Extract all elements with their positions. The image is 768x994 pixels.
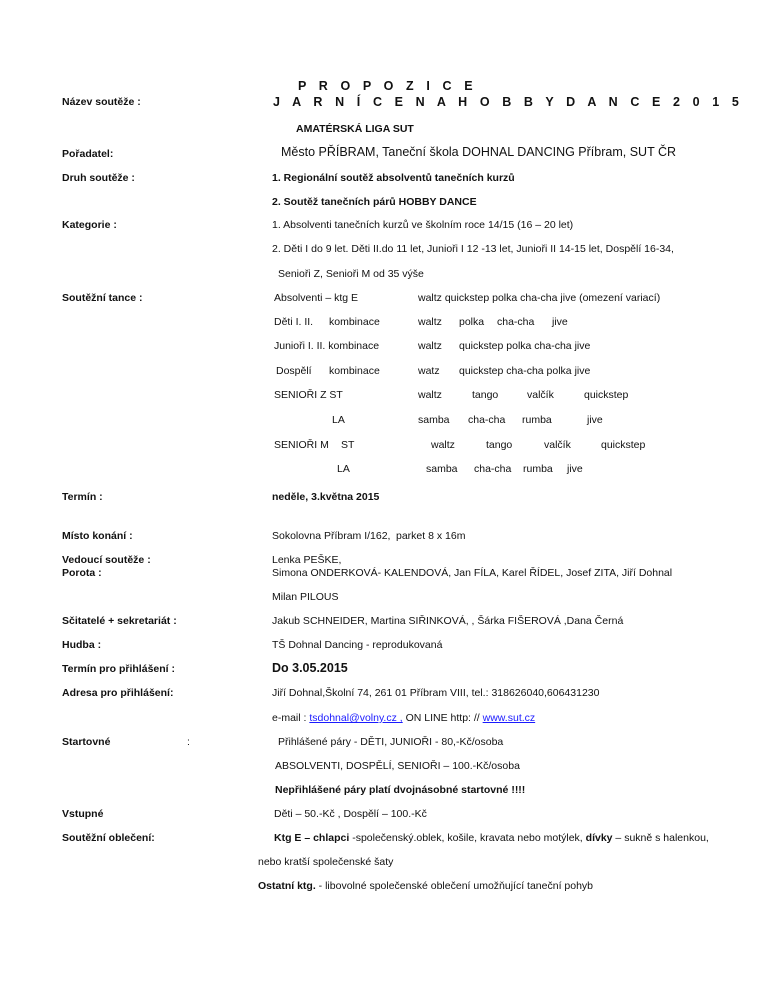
address-value: Jiří Dohnal,Školní 74, 261 01 Příbram VIII, tel.: 318626040,606431230 <box>272 687 600 699</box>
dress-line-2: nebo kratší společenské šaty <box>258 856 394 868</box>
jury-label: Porota : <box>62 567 102 579</box>
dance-row-7-type: ST <box>341 439 355 451</box>
competition-title: J A R N Í C E N A H O B B Y D A N C E 2 0 1 5 <box>273 95 744 109</box>
scorers-value: Jakub SCHNEIDER, Martina SIŘINKOVÁ, , Šárka FIŠEROVÁ ,Dana Černá <box>272 615 624 627</box>
dance-row-4-d1: watz <box>418 365 440 377</box>
jury-value: Simona ONDERKOVÁ- KALENDOVÁ, Jan FÍLA, Karel ŘÍDEL, Josef ZITA, Jiří Dohnal <box>272 567 673 579</box>
dress-line-3 <box>258 880 593 892</box>
dance-row-7-d4: quickstep <box>601 439 646 451</box>
dance-row-2-d2: polka <box>459 316 485 328</box>
dances-label: Soutěžní tance : <box>62 292 143 304</box>
dance-row-2-d4: jive <box>552 316 568 328</box>
dance-row-3-category: Junioři I. II. kombinace <box>274 340 380 352</box>
venue-label: Místo konání : <box>62 530 133 542</box>
music-value: TŠ Dohnal Dancing - reprodukovaná <box>272 639 443 651</box>
entry-label: Vstupné <box>62 808 104 820</box>
dress-other-text: - libovolné společenské oblečení umožňující taneční pohyb <box>315 880 594 892</box>
league-name: AMATÉRSKÁ LIGA SUT <box>296 123 414 135</box>
dance-row-7-d2: tango <box>486 439 513 451</box>
jury-value-2: Milan PILOUS <box>272 591 339 603</box>
category-line-2: 2. Děti I do 9 let. Děti II.do 11 let, Junioři I 12 -13 let, Junioři II 14-15 let, Dospělí 16-34, <box>272 243 674 255</box>
dance-row-2-category: Děti I. II. <box>274 316 314 328</box>
dance-row-6-d3: rumba <box>522 414 552 426</box>
dress-label: Soutěžní oblečení: <box>62 832 155 844</box>
dance-row-4-type: kombinace <box>329 365 380 377</box>
dance-row-1-dances: waltz quickstep polka cha-cha jive (omezení variací) <box>418 292 661 304</box>
dress-other-categories: Ostatní ktg. <box>258 880 316 892</box>
venue-value: Sokolovna Příbram I/162, <box>272 530 391 542</box>
date-label: Termín : <box>62 491 103 503</box>
date-value: neděle, 3.května 2015 <box>272 491 380 503</box>
website-link[interactable]: www.sut.cz <box>482 712 536 724</box>
dance-row-5-d3: valčík <box>527 389 554 401</box>
deadline-value: Do 3.05.2015 <box>272 661 348 675</box>
organizer-value: Město PŘÍBRAM, Taneční škola DOHNAL DANCING Příbram, SUT ČR <box>281 145 677 159</box>
category-label: Kategorie : <box>62 219 117 231</box>
dance-row-7-category: SENIOŘI M <box>274 439 329 451</box>
address-label: Adresa pro přihlášení: <box>62 687 174 699</box>
scorers-label: Sčitatelé + sekretariát : <box>62 615 177 627</box>
leader-value: Lenka PEŠKE, <box>272 554 342 566</box>
dance-row-4-category: Dospělí <box>276 365 312 377</box>
fee-line-2: ABSOLVENTI, DOSPĚLÍ, SENIOŘI – 100.-Kč/osoba <box>275 760 520 772</box>
dance-row-6-d4: jive <box>587 414 603 426</box>
dance-row-8-d2: cha-cha <box>474 463 512 475</box>
music-label: Hudba : <box>62 639 102 651</box>
dance-row-2-d1: waltz <box>418 316 442 328</box>
dance-row-5-d2: tango <box>472 389 499 401</box>
dance-row-6-category: LA <box>332 414 345 426</box>
type-value-2: 2. Soutěž tanečních párů HOBBY DANCE <box>272 196 477 208</box>
dance-row-3-dances: quickstep polka cha-cha jive <box>459 340 591 352</box>
dance-row-5-d1: waltz <box>418 389 442 401</box>
type-value-1: 1. Regionální soutěž absolventů tanečních kurzů <box>272 172 515 184</box>
dance-row-2-d3: cha-cha <box>497 316 535 328</box>
dance-row-6-d1: samba <box>418 414 450 426</box>
fee-warning: Nepřihlášené páry platí dvojnásobné startovné !!!! <box>275 784 526 796</box>
category-line-3: Senioři Z, Senioři M od 35 výše <box>278 268 424 280</box>
dance-row-1-category: Absolventi – ktg E <box>274 292 359 304</box>
dance-row-8-category: LA <box>337 463 350 475</box>
competition-name-label: Název soutěže : <box>62 96 141 108</box>
leader-label: Vedoucí soutěže : <box>62 554 151 566</box>
dance-row-8-d3: rumba <box>523 463 553 475</box>
floor-size: parket 8 x 16m <box>396 530 466 542</box>
dance-row-6-d2: cha-cha <box>468 414 506 426</box>
document-title: P R O P O Z I C E <box>298 79 478 93</box>
deadline-label: Termín pro přihlášení : <box>62 663 175 675</box>
email-link[interactable]: tsdohnal@volny.cz , <box>309 712 403 724</box>
dance-row-4-dances: quickstep cha-cha polka jive <box>459 365 591 377</box>
dress-girls: dívky <box>585 832 613 844</box>
online-prefix: ON LINE http: // <box>402 712 483 724</box>
contact-line <box>272 712 535 724</box>
dress-boys-text: -společenský.oblek, košile, kravata nebo motýlek, <box>349 832 586 844</box>
type-label: Druh soutěže : <box>62 172 135 184</box>
fee-label: Startovné <box>62 736 111 748</box>
dance-row-5-category: SENIOŘI Z ST <box>274 389 343 401</box>
dance-row-8-d1: samba <box>426 463 458 475</box>
dance-row-2-type: kombinace <box>329 316 380 328</box>
dance-row-8-d4: jive <box>567 463 583 475</box>
dance-row-5-d4: quickstep <box>584 389 629 401</box>
dress-girls-text: – sukně s halenkou, <box>612 832 709 844</box>
dance-row-7-d3: valčík <box>544 439 571 451</box>
fee-colon: : <box>187 736 190 748</box>
dance-row-3-d1: waltz <box>418 340 442 352</box>
dress-ktg-e-boys: Ktg E – chlapci <box>274 832 350 844</box>
email-prefix: e-mail : <box>272 712 310 724</box>
organizer-label: Pořadatel: <box>62 148 114 160</box>
dress-line-1 <box>274 832 709 844</box>
entry-value: Děti – 50.-Kč , Dospělí – 100.-Kč <box>274 808 427 820</box>
category-line-1: 1. Absolventi tanečních kurzů ve školním roce 14/15 (16 – 20 let) <box>272 219 574 231</box>
fee-line-1: Přihlášené páry - DĚTI, JUNIOŘI - 80,-Kč/osoba <box>278 736 504 748</box>
dance-row-7-d1: waltz <box>431 439 455 451</box>
